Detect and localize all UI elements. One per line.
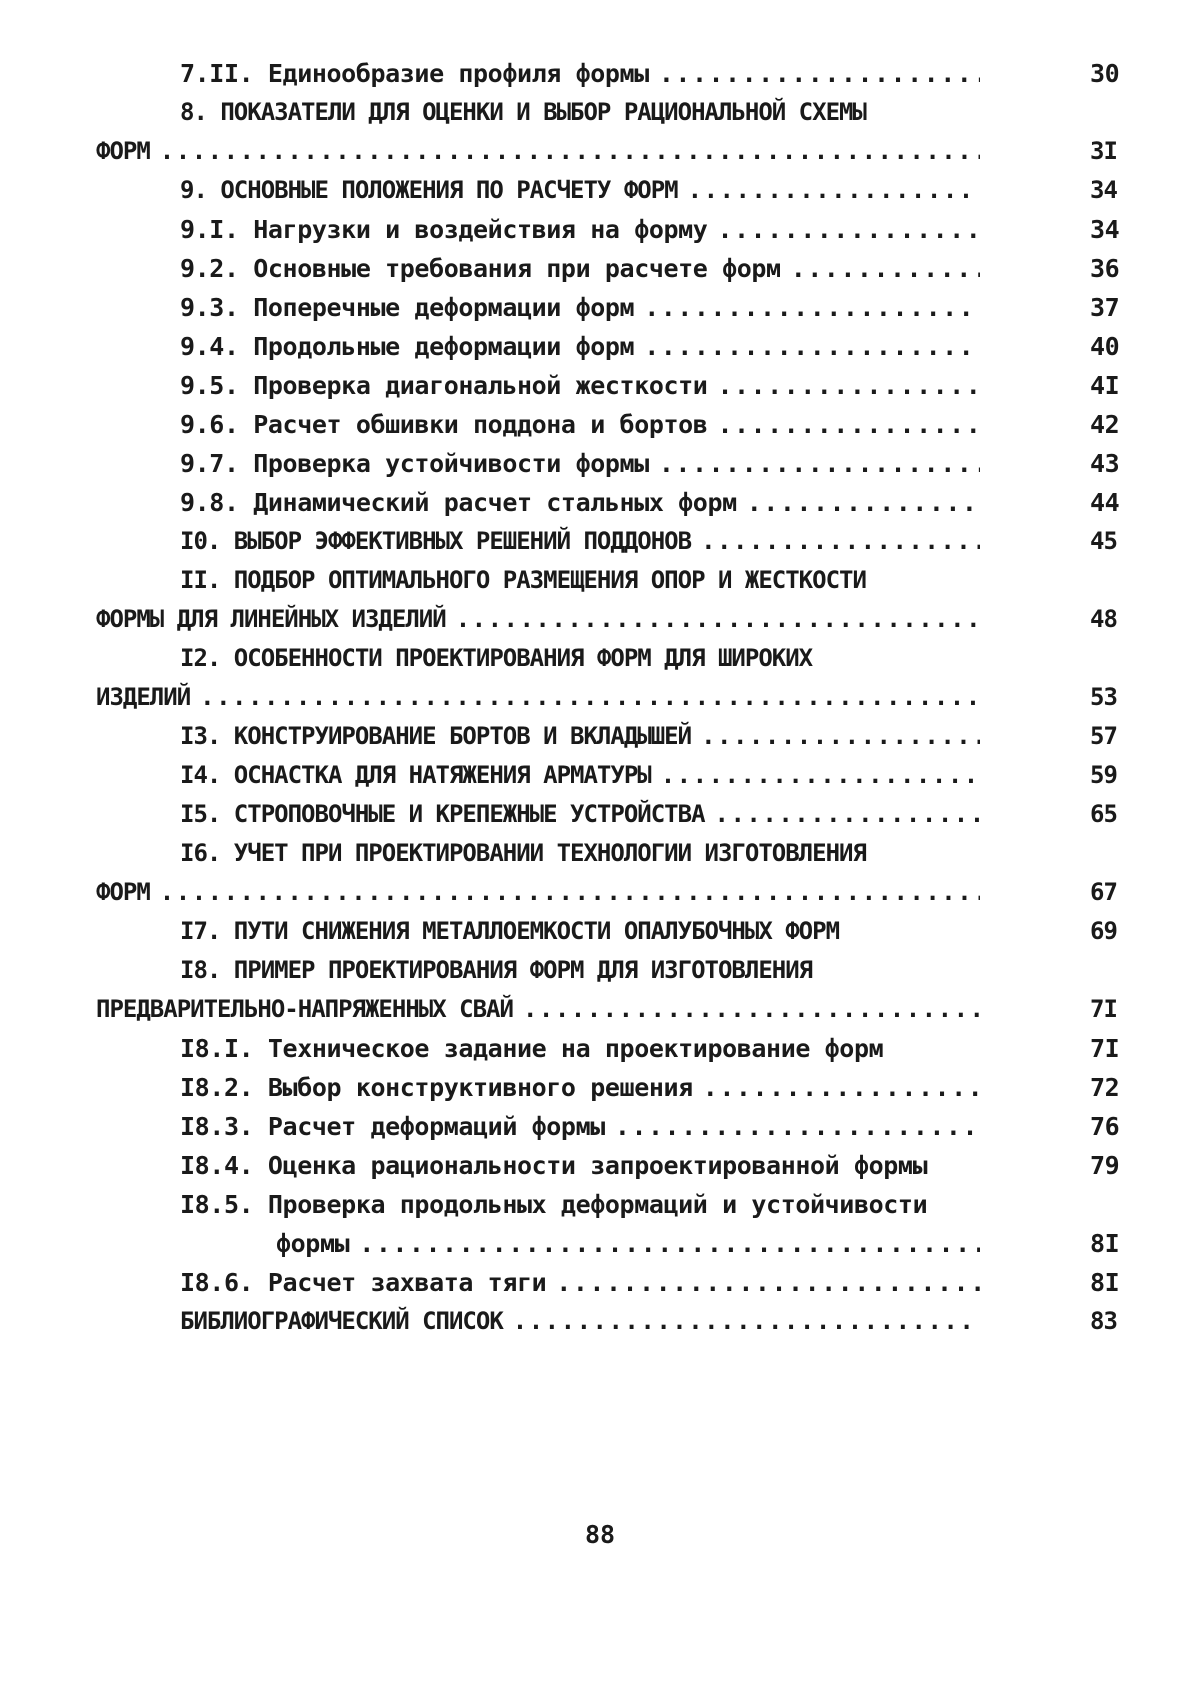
toc-entry-title: 9.4. Продольные деформации форм (180, 332, 635, 361)
toc-entry-title: I7. ПУТИ СНИЖЕНИЯ МЕТАЛЛОЕМКОСТИ ОПАЛУБОЧНЫХ ФОРМ (180, 917, 840, 945)
toc-entry (96, 210, 1130, 249)
toc-entry (96, 951, 1130, 1029)
toc-page-number: 3I (1090, 137, 1117, 165)
toc-entry-title: I0. ВЫБОР ЭФФЕКТИВНЫХ РЕШЕНИЙ ПОДДОНОВ (180, 527, 692, 555)
toc-entry-title: 9. ОСНОВНЫЕ ПОЛОЖЕНИЯ ПО РАСЧЕТУ ФОРМ (180, 176, 678, 204)
toc-entry (96, 444, 1130, 483)
dot-leader (701, 717, 980, 756)
toc-entry (96, 288, 1130, 327)
toc-page-number: 53 (1090, 683, 1117, 711)
toc-entry (96, 522, 1130, 561)
dot-leader (359, 1224, 980, 1263)
toc-entry-title-continuation: ФОРМЫ ДЛЯ ЛИНЕЙНЫХ ИЗДЕЛИЙ (96, 605, 446, 633)
toc-entry (96, 795, 1130, 834)
dot-leader (659, 444, 980, 483)
toc-page-number: 45 (1090, 527, 1117, 555)
dot-leader (456, 600, 980, 639)
dot-leader (717, 405, 980, 444)
toc-page-number: 48 (1090, 605, 1117, 633)
toc-entry-title: 9.6. Расчет обшивки поддона и бортов (180, 410, 708, 439)
toc-entry-title: 9.7. Проверка устойчивости формы (180, 449, 649, 478)
dot-leader (715, 795, 980, 834)
toc-entry (96, 1302, 1130, 1341)
toc-entry-title: I8.6. Расчет захвата тяги (180, 1268, 547, 1297)
toc-entry (96, 1068, 1130, 1107)
toc-entry (96, 93, 1130, 171)
toc-entry-title: I8. ПРИМЕР ПРОЕКТИРОВАНИЯ ФОРМ ДЛЯ ИЗГОТОВЛЕНИЯ (180, 956, 813, 984)
toc-page-number: 34 (1090, 176, 1117, 204)
toc-page-number: 43 (1090, 449, 1120, 478)
toc-entry-title: 9.5. Проверка диагональной жесткости (180, 371, 708, 400)
toc-entry-title-continuation: формы (276, 1229, 350, 1258)
toc-entry (96, 834, 1130, 912)
toc-entry-title: 8. ПОКАЗАТЕЛИ ДЛЯ ОЦЕНКИ И ВЫБОР РАЦИОНАЛЬНОЙ СХЕМЫ (180, 98, 866, 126)
toc-entry (96, 639, 1130, 717)
toc-page-number: 42 (1090, 410, 1120, 439)
toc-entry-title: I8.5. Проверка продольных деформаций и устойчивости (180, 1190, 928, 1219)
toc-page-number: 36 (1090, 254, 1120, 283)
toc-entry-title: I8.4. Оценка рациональности запроектированной формы (180, 1151, 928, 1180)
dot-leader (556, 1263, 980, 1302)
toc-page-number: 72 (1090, 1073, 1120, 1102)
dot-leader (661, 756, 980, 795)
toc-entry (96, 756, 1130, 795)
toc-entry (96, 1146, 1130, 1185)
toc-page-number: 40 (1090, 332, 1120, 361)
toc-entry-title: I8.2. Выбор конструктивного решения (180, 1073, 693, 1102)
toc-entry-title: 7.II. Единообразие профиля формы (180, 59, 649, 88)
toc-entry-title: 9.8. Динамический расчет стальных форм (180, 488, 737, 517)
dot-leader (717, 210, 980, 249)
toc-entry-title: I8.3. Расчет деформаций формы (180, 1112, 605, 1141)
dot-leader (200, 678, 980, 717)
toc-entry-title: I4. ОСНАСТКА ДЛЯ НАТЯЖЕНИЯ АРМАТУРЫ (180, 761, 651, 789)
dot-leader (644, 327, 980, 366)
toc-entry (96, 54, 1130, 93)
toc-entry-title: 9.2. Основные требования при расчете форм (180, 254, 781, 283)
toc-entry (96, 1107, 1130, 1146)
toc-entry-title: I3. КОНСТРУИРОВАНИЕ БОРТОВ И ВКЛАДЫШЕЙ (180, 722, 692, 750)
toc-page-number: 79 (1090, 1151, 1120, 1180)
toc-entry-title: I5. СТРОПОВОЧНЫЕ И КРЕПЕЖНЫЕ УСТРОЙСТВА (180, 800, 705, 828)
toc-entry-title: I6. УЧЕТ ПРИ ПРОЕКТИРОВАНИИ ТЕХНОЛОГИИ ИЗГОТОВЛЕНИЯ (180, 839, 866, 867)
dot-leader (703, 1068, 980, 1107)
dot-leader (615, 1107, 980, 1146)
toc-page-number: 7I (1090, 995, 1117, 1023)
toc-entry (96, 717, 1130, 756)
toc-entry (96, 1263, 1130, 1302)
table-of-contents (96, 54, 1130, 1341)
toc-page-number: 83 (1090, 1307, 1117, 1335)
dot-leader (717, 366, 980, 405)
dot-leader (160, 873, 980, 912)
toc-page-number: 65 (1090, 800, 1117, 828)
toc-entry-title-continuation: ФОРМ (96, 878, 150, 906)
toc-page-number: 67 (1090, 878, 1117, 906)
toc-entry (96, 327, 1130, 366)
toc-page-number: 57 (1090, 722, 1117, 750)
dot-leader (747, 483, 980, 522)
dot-leader (160, 132, 980, 171)
toc-entry-title: БИБЛИОГРАФИЧЕСКИЙ СПИСОК (180, 1307, 503, 1335)
toc-page-number: 37 (1090, 293, 1120, 322)
toc-page-number: 30 (1090, 59, 1120, 88)
toc-entry-title: I2. ОСОБЕННОСТИ ПРОЕКТИРОВАНИЯ ФОРМ ДЛЯ ШИРОКИХ (180, 644, 813, 672)
toc-entry-title-continuation: ФОРМ (96, 137, 150, 165)
toc-entry (96, 366, 1130, 405)
dot-leader (701, 522, 980, 561)
toc-entry (96, 171, 1130, 210)
toc-entry-title-continuation: ИЗДЕЛИЙ (96, 683, 191, 711)
toc-page-number: 4I (1090, 371, 1120, 400)
toc-entry (96, 249, 1130, 288)
toc-page-number: 7I (1090, 1034, 1120, 1063)
toc-page-number: 76 (1090, 1112, 1120, 1141)
dot-leader (659, 54, 980, 93)
dot-leader (644, 288, 980, 327)
toc-entry (96, 561, 1130, 639)
toc-page-number: 59 (1090, 761, 1117, 789)
toc-page-number: 44 (1090, 488, 1120, 517)
page-number: 88 (584, 1520, 616, 1549)
toc-entry (96, 912, 1130, 951)
toc-entry (96, 483, 1130, 522)
toc-entry-title-continuation: ПРЕДВАРИТЕЛЬНО-НАПРЯЖЕННЫХ СВАЙ (96, 995, 513, 1023)
toc-entry (96, 1029, 1130, 1068)
toc-page-number: 8I (1090, 1229, 1120, 1258)
dot-leader (523, 990, 980, 1029)
toc-entry-title: I8.I. Техническое задание на проектирование форм (180, 1034, 884, 1063)
toc-entry (96, 1185, 1130, 1263)
dot-leader (791, 249, 980, 288)
toc-entry (96, 405, 1130, 444)
toc-entry-title: 9.I. Нагрузки и воздействия на форму (180, 215, 708, 244)
dot-leader (688, 171, 980, 210)
dot-leader (513, 1302, 980, 1341)
toc-entry-title: 9.3. Поперечные деформации форм (180, 293, 635, 322)
toc-page-number: 69 (1090, 917, 1117, 945)
toc-page-number: 8I (1090, 1268, 1120, 1297)
toc-entry-title: II. ПОДБОР ОПТИМАЛЬНОГО РАЗМЕЩЕНИЯ ОПОР И ЖЕСТКОСТИ (180, 566, 866, 594)
toc-page-number: 34 (1090, 215, 1120, 244)
